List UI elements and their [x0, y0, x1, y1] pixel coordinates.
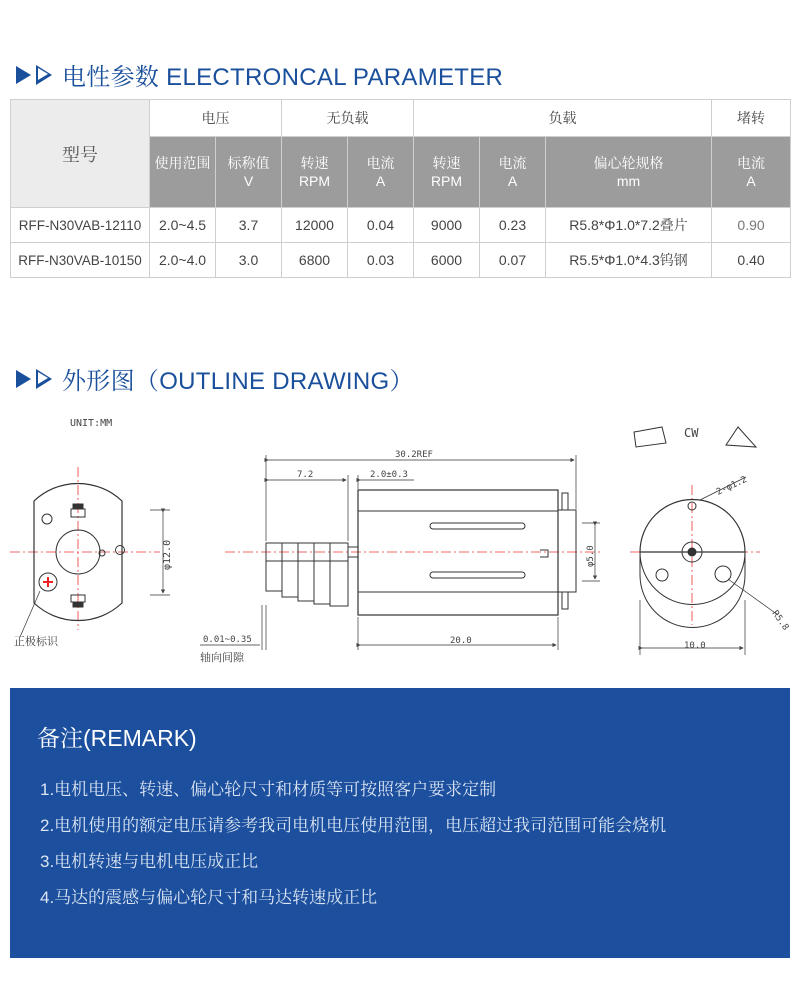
nl-speed-subheader: 转速 RPM: [282, 137, 348, 208]
radius-label: R5.8: [769, 608, 791, 633]
range-subheader: 使用范围: [150, 137, 216, 208]
ref-length-label: 30.2REF: [395, 450, 433, 460]
section-title-text: 外形图（OUTLINE DRAWING）: [62, 368, 414, 395]
outline-drawing: [0, 405, 800, 675]
remark-list: [40, 778, 666, 922]
section-title-outline: [16, 361, 414, 396]
model-cell: RFF-N30VAB-10150: [11, 243, 150, 278]
unit-label: UNIT:MM: [70, 418, 113, 429]
parameter-table: [10, 99, 791, 278]
width-label: 10.0: [684, 641, 706, 651]
range-cell: 2.0~4.5: [150, 208, 216, 243]
nl-speed-cell: 6800: [282, 243, 348, 278]
body-length-label: 20.0: [450, 636, 472, 646]
rated-subheader: 标称值 V: [216, 137, 282, 208]
l-speed-subheader: 转速 RPM: [414, 137, 480, 208]
l-speed-cell: 9000: [414, 208, 480, 243]
holes-label: 2-φ1.2: [715, 474, 749, 498]
model-cell: RFF-N30VAB-12110: [11, 208, 150, 243]
play-arrows-icon: [16, 65, 56, 85]
l-current-subheader: 电流 A: [480, 137, 546, 208]
positive-marker-icon: [39, 573, 57, 591]
no-load-header: 无负载: [282, 100, 414, 137]
rated-cell: 3.7: [216, 208, 282, 243]
table-row: [11, 208, 791, 243]
stall-cell: 0.90: [712, 208, 791, 243]
play-arrows-icon: [16, 369, 56, 389]
l-current-cell: 0.23: [480, 208, 546, 243]
l-speed-cell: 6000: [414, 243, 480, 278]
gap-label: 0.01~0.35: [203, 635, 252, 645]
gap-caption: 轴向间隙: [200, 651, 244, 664]
stall-current-subheader: 电流 A: [712, 137, 791, 208]
wheel-subheader: 偏心轮规格 mm: [546, 137, 712, 208]
cw-label: CW: [684, 426, 699, 440]
side-view: [200, 455, 600, 650]
wheel-cell: R5.5*Φ1.0*4.3钨钢: [546, 243, 712, 278]
remark-panel: [10, 688, 790, 958]
nl-speed-cell: 12000: [282, 208, 348, 243]
model-header: 型号: [11, 100, 150, 208]
stall-cell: 0.40: [712, 243, 791, 278]
section-title-text: 电性参数 ELECTRONCAL PARAMETER: [62, 64, 504, 91]
nl-current-cell: 0.04: [348, 208, 414, 243]
wheel-cell: R5.8*Φ1.0*7.2叠片: [546, 208, 712, 243]
dia5-label: φ5.0: [586, 545, 596, 567]
stall-header: 堵转: [712, 100, 791, 137]
front-view: [10, 467, 170, 637]
dim-72-label: 7.2: [297, 470, 314, 480]
list-item: 2.电机使用的额定电压请参考我司电机电压使用范围，电压超过我司范围可能会烧机: [40, 816, 667, 835]
range-cell: 2.0~4.0: [150, 243, 216, 278]
rated-cell: 3.0: [216, 243, 282, 278]
list-item: 1.电机电压、转速、偏心轮尺寸和材质等可按照客户要求定制: [40, 780, 497, 799]
nl-current-cell: 0.03: [348, 243, 414, 278]
rear-view: [630, 427, 778, 655]
table-row: [11, 243, 791, 278]
section-title-electrical: [16, 57, 503, 92]
voltage-header: 电压: [150, 100, 282, 137]
l-current-cell: 0.07: [480, 243, 546, 278]
list-item: 4.马达的震感与偏心轮尺寸和马达转速成正比: [40, 888, 378, 907]
dim-20tol-label: 2.0±0.3: [370, 470, 408, 480]
nl-current-subheader: 电流 A: [348, 137, 414, 208]
list-item: 3.电机转速与电机电压成正比: [40, 852, 259, 871]
remark-title: 备注(REMARK): [37, 725, 197, 751]
polarity-label: 正极标识: [14, 635, 58, 648]
load-header: 负载: [414, 100, 712, 137]
dia12-label: φ12.0: [162, 539, 173, 570]
